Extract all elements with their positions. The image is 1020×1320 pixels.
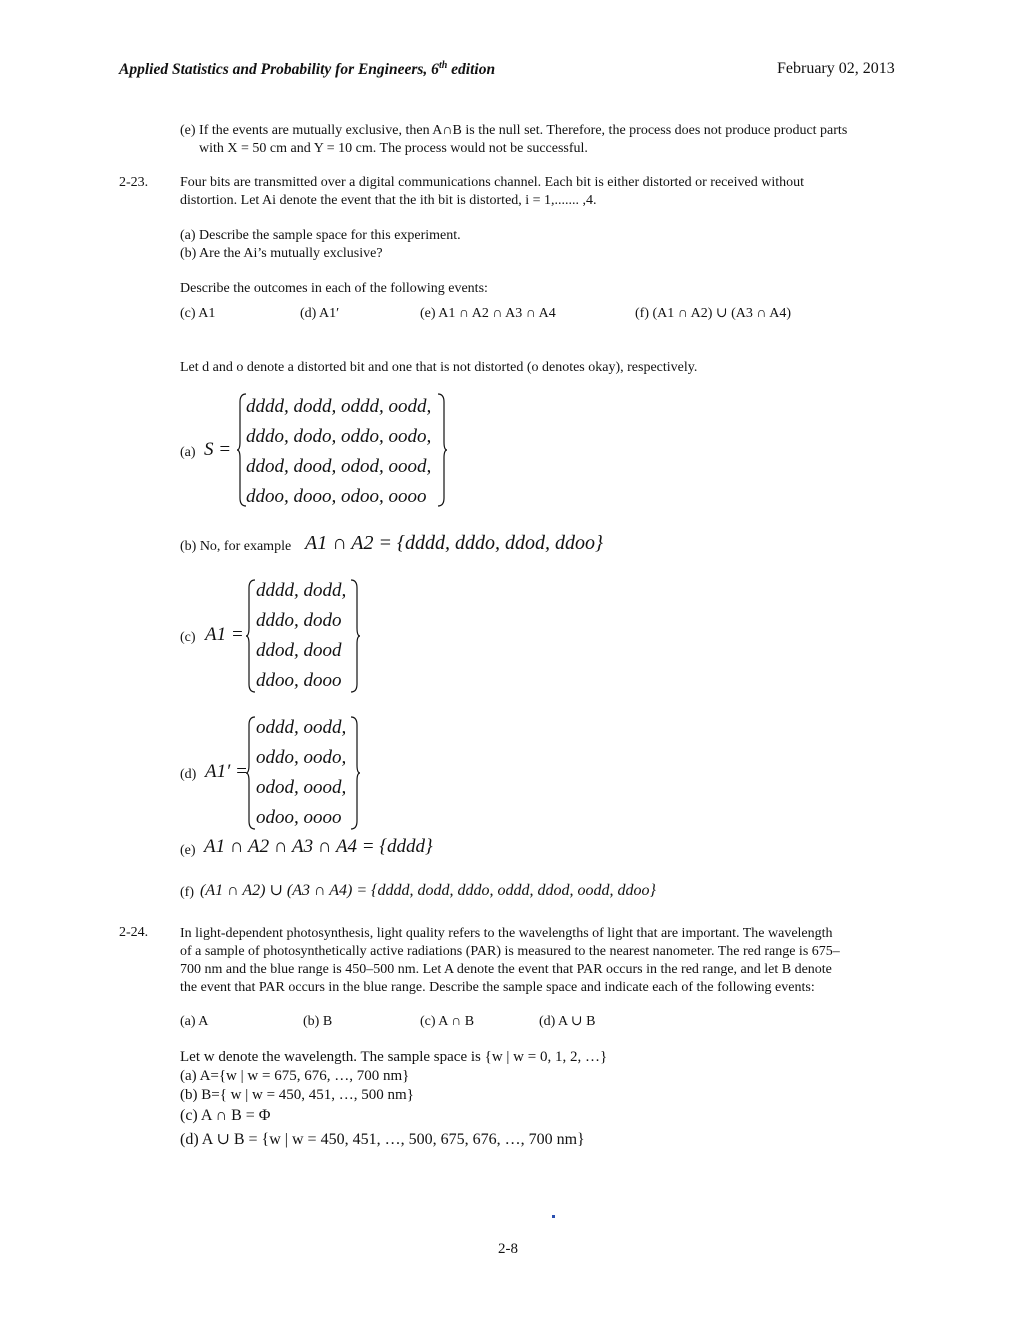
answer-c-right-brace <box>350 578 360 694</box>
solution-24-sample-space: Let w denote the wavelength. The sample space is {w | w = 0, 1, 2, …} <box>180 1049 608 1065</box>
running-header-title: Applied Statistics and Probability for Engineers, 6th edition <box>119 60 496 79</box>
question-a: (a) Describe the sample space for this experiment. <box>180 228 461 243</box>
answer-c-left-brace <box>246 578 256 694</box>
sample-space-row: ddod, dood, odod, oood, <box>246 456 432 477</box>
answer-b-text: (b) No, for example <box>180 539 292 554</box>
answer-a-s-symbol: S = <box>204 439 232 460</box>
let-d-o-text: Let d and o denote a distorted bit and one that is not distorted (o denotes okay), respectively. <box>180 360 698 375</box>
set-a1-row: ddod, dood <box>256 640 342 661</box>
problem-number-2-24: 2-24. <box>119 925 149 940</box>
answer-e-math: A1 ∩ A2 ∩ A3 ∩ A4 = {dddd} <box>204 836 433 857</box>
answer-b-math: A1 ∩ A2 = {dddd, dddo, ddod, ddoo} <box>305 532 604 554</box>
set-a1-complement-row: odod, oood, <box>256 777 347 798</box>
sample-space-row: dddo, dodo, oddo, oodo, <box>246 426 432 447</box>
problem-2-24-text-line2: of a sample of photosynthetically active radiations (PAR) is measured to the nearest nanometer. The red range is 675– <box>180 944 840 959</box>
question-24-d: (d) A ∪ B <box>539 1014 596 1029</box>
answer-d-right-brace <box>350 715 360 831</box>
problem-2-23-text-line2: distortion. Let Ai denote the event that the ith bit is distorted, i = 1,....... ,4. <box>180 193 597 208</box>
answer-d-a1-complement-symbol: A1′ = <box>205 761 248 782</box>
answer-d-label: (d) <box>180 767 197 782</box>
set-a1-row: dddo, dodo <box>256 610 342 631</box>
question-c: (c) A1 <box>180 306 216 321</box>
problem-2-24-text-line3: 700 nm and the blue range is 450–500 nm. Let A denote the event that PAR occurs in the red range, and let B denote <box>180 962 832 977</box>
set-a1-complement-row: oddd, oodd, <box>256 717 347 738</box>
question-f: (f) (A1 ∩ A2) ∪ (A3 ∩ A4) <box>635 306 791 321</box>
set-a1-complement-row: oddo, oodo, <box>256 747 347 768</box>
question-e: (e) A1 ∩ A2 ∩ A3 ∩ A4 <box>420 306 556 321</box>
question-24-b: (b) B <box>303 1014 333 1029</box>
answer-c-label: (c) <box>180 630 196 645</box>
answer-a-label: (a) <box>180 445 196 460</box>
answer-c-a1-symbol: A1 = <box>205 624 244 645</box>
question-b: (b) Are the Ai’s mutually exclusive? <box>180 246 383 261</box>
answer-d-left-brace <box>246 715 256 831</box>
page-number: 2-8 <box>498 1241 518 1257</box>
sample-space-row: ddoo, dooo, odoo, oooo <box>246 486 427 507</box>
prev-part-e-line2: with X = 50 cm and Y = 10 cm. The process would not be successful. <box>199 141 588 156</box>
describe-outcomes-text: Describe the outcomes in each of the following events: <box>180 281 488 296</box>
set-a1-row: dddd, dodd, <box>256 580 347 601</box>
set-a1-rows <box>256 576 346 696</box>
question-24-c: (c) A ∩ B <box>420 1014 475 1029</box>
set-a1-complement-row: odoo, oooo <box>256 807 342 828</box>
solution-24-a: (a) A={w | w = 675, 676, …, 700 nm} <box>180 1068 410 1084</box>
set-a1-row: ddoo, dooo <box>256 670 342 691</box>
answer-f-label: (f) <box>180 885 194 900</box>
solution-24-b: (b) B={ w | w = 450, 451, …, 500 nm} <box>180 1087 414 1103</box>
sample-space-rows <box>246 392 431 512</box>
answer-a-right-brace <box>437 392 447 508</box>
question-24-a: (a) A <box>180 1014 209 1029</box>
solution-24-c: (c) A ∩ B = Φ <box>180 1107 271 1124</box>
solution-24-d: (d) A ∪ B = {w | w = 450, 451, …, 500, 675, 676, …, 700 nm} <box>180 1131 585 1148</box>
problem-2-24-text-line1: In light-dependent photosynthesis, light quality refers to the wavelengths of light that are important. The wavelength <box>180 926 833 941</box>
running-header-date: February 02, 2013 <box>777 60 895 77</box>
question-d: (d) A1′ <box>300 306 340 321</box>
answer-f-math: (A1 ∩ A2) ∪ (A3 ∩ A4) = {dddd, dodd, dddo, oddd, ddod, oodd, ddoo} <box>200 882 656 899</box>
stray-dot <box>552 1215 555 1218</box>
answer-e-label: (e) <box>180 843 196 858</box>
problem-number-2-23: 2-23. <box>119 175 149 190</box>
problem-2-24-text-line4: the event that PAR occurs in the blue range. Describe the sample space and indicate each of the following events: <box>180 980 815 995</box>
set-a1-complement-rows <box>256 713 346 833</box>
prev-part-e-line1: (e) If the events are mutually exclusive, then A∩B is the null set. Therefore, the process does not produce product parts <box>180 123 848 138</box>
sample-space-row: dddd, dodd, oddd, oodd, <box>246 396 432 417</box>
problem-2-23-text-line1: Four bits are transmitted over a digital communications channel. Each bit is either distorted or received without <box>180 175 804 190</box>
